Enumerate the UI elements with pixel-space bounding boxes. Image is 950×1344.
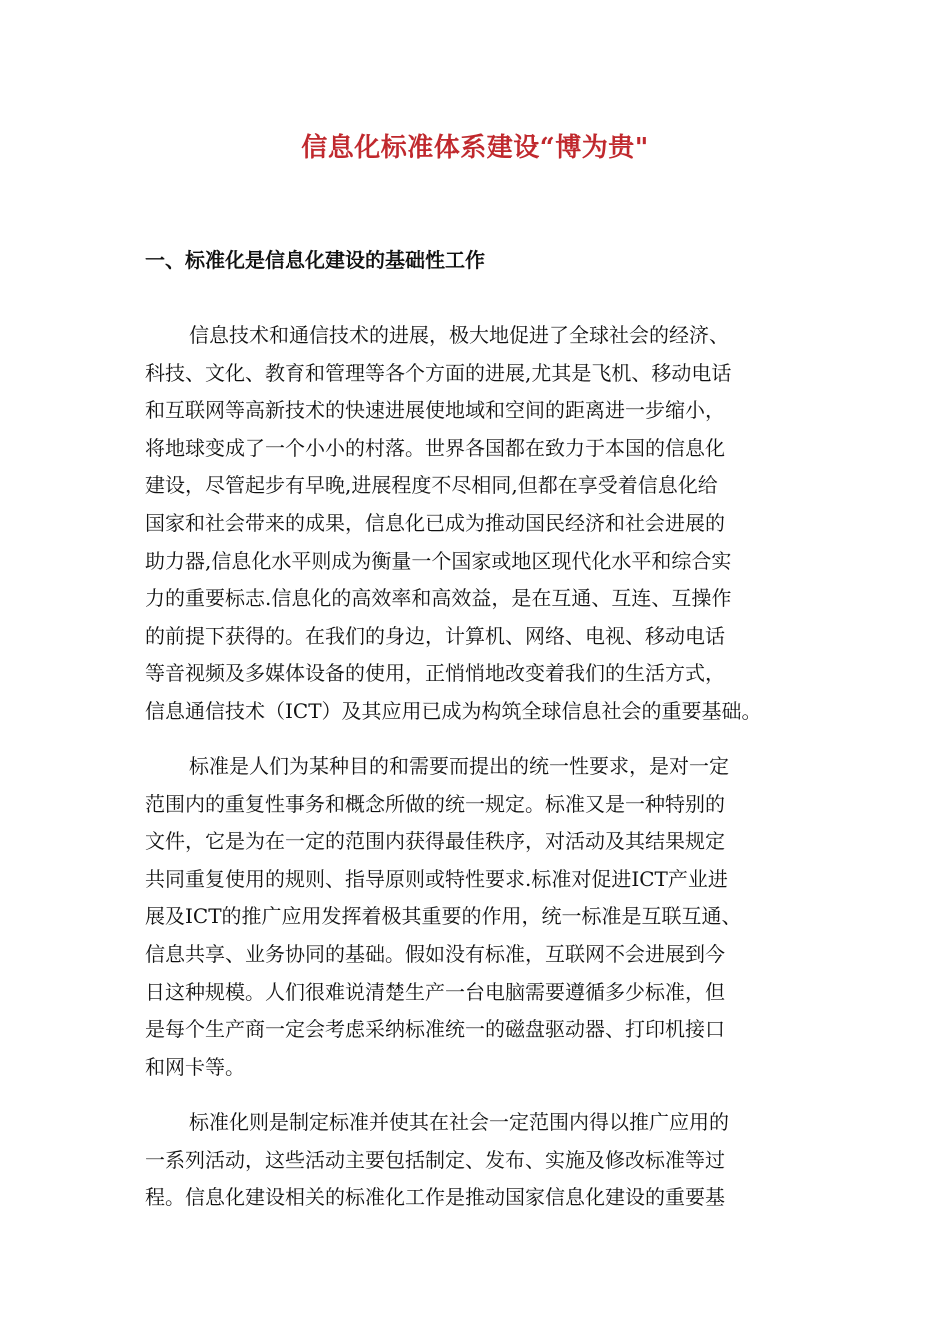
paragraph-line: 信息技术和通信技术的进展，极大地促进了全球社会的经济、 — [189, 323, 729, 347]
paragraph-2 — [145, 748, 825, 1086]
document-title: 信息化标准体系建设“博为贵" — [301, 133, 649, 163]
paragraph-line: 建设，尽管起步有早晚,进展程度不尽相同,但都在享受着信息化给 — [145, 473, 718, 498]
paragraph-line: 和互联网等高新技术的快速进展使地域和空间的距离进一步缩小， — [145, 398, 725, 423]
paragraph-line: 科技、文化、教育和管理等各个方面的进展,尤其是飞机、移动电话 — [145, 360, 732, 385]
paragraph-line: 和网卡等。 — [145, 1054, 245, 1079]
paragraph-line: 标准化则是制定标准并使其在社会一定范围内得以推广应用的 — [189, 1110, 729, 1134]
paragraph-line: 共同重复使用的规则、指导原则或特性要求.标准对促进ICT产业进 — [145, 866, 728, 891]
paragraph-line: 将地球变成了一个小小的村落。世界各国都在致力于本国的信息化 — [145, 435, 725, 460]
paragraph-line: 标准是人们为某种目的和需要而提出的统一性要求，是对一定 — [189, 754, 729, 778]
paragraph-line: 助力器,信息化水平则成为衡量一个国家或地区现代化水平和综合实 — [145, 548, 732, 573]
paragraph-line: 的前提下获得的。在我们的身边，计算机、网络、电视、移动电话 — [145, 623, 725, 648]
paragraph-3 — [145, 1104, 825, 1217]
paragraph-line: 是每个生产商一定会考虑采纳标准统一的磁盘驱动器、打印机接口 — [145, 1017, 725, 1042]
paragraph-line: 程。信息化建设相关的标准化工作是推动国家信息化建设的重要基 — [145, 1185, 725, 1210]
paragraph-line: 日这种规模。人们很难说清楚生产一台电脑需要遵循多少标准，但 — [145, 979, 725, 1004]
paragraph-line: 信息通信技术（ICT）及其应用已成为构筑全球信息社会的重要基础。 — [145, 698, 762, 723]
paragraph-line: 力的重要标志.信息化的高效率和高效益，是在互通、互连、互操作 — [145, 586, 732, 611]
paragraph-line: 展及ICT的推广应用发挥着极其重要的作用，统一标准是互联互通、 — [145, 904, 742, 929]
paragraph-line: 范围内的重复性事务和概念所做的统一规定。标准又是一种特别的 — [145, 791, 725, 816]
paragraph-line: 一系列活动，这些活动主要包括制定、发布、实施及修改标准等过 — [145, 1147, 725, 1172]
paragraph-line: 国家和社会带来的成果，信息化已成为推动国民经济和社会进展的 — [145, 510, 725, 535]
paragraph-line: 文件，它是为在一定的范围内获得最佳秩序，对活动及其结果规定 — [145, 829, 725, 854]
section-heading: 一、标准化是信息化建设的基础性工作 — [145, 248, 485, 272]
paragraph-line: 等音视频及多媒体设备的使用，正悄悄地改变着我们的生活方式， — [145, 661, 725, 686]
paragraph-1 — [145, 317, 825, 731]
paragraph-line: 信息共享、业务协同的基础。假如没有标准，互联网不会进展到今 — [145, 941, 725, 966]
